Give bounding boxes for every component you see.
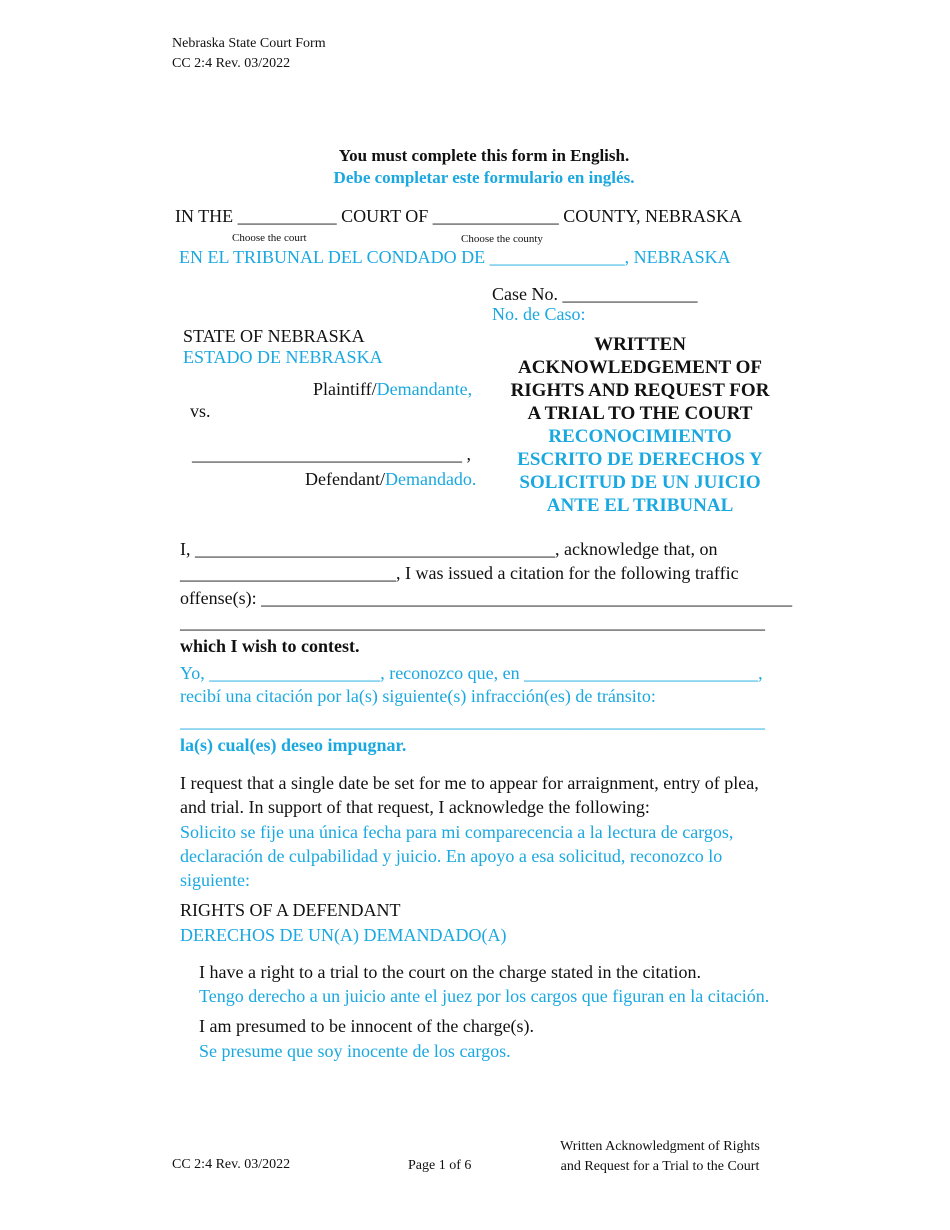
request-line: and trial. In support of that request, I acknowledge the following: (180, 797, 650, 817)
plaintiff-name: STATE OF NEBRASKA (183, 326, 365, 346)
rights-heading: RIGHTS OF A DEFENDANT (180, 900, 401, 920)
rights-heading-spanish: DERECHOS DE UN(A) DEMANDADO(A) (180, 925, 507, 945)
right-item-spanish: Tengo derecho a un juicio ante el juez por los cargos que figuran en la citación. (199, 986, 770, 1006)
instruction-spanish: Debe completar este formulario en inglés. (333, 168, 635, 187)
title-line: WRITTEN (594, 334, 686, 355)
court-line-spanish: EN EL TRIBUNAL DEL CONDADO DE _______________, NEBRASKA (179, 247, 731, 267)
plaintiff-label-en: Plaintiff/ (313, 379, 377, 399)
case-number (492, 284, 698, 305)
plaintiff-label-es: Demandante, (376, 379, 473, 399)
versus: vs. (190, 401, 211, 421)
hint-choose-county: Choose the county (461, 233, 543, 245)
court-line: IN THE ___________ COURT OF ______________ COUNTY, NEBRASKA (175, 206, 742, 226)
statement-contest-spanish: la(s) cual(es) deseo impugnar. (180, 735, 407, 755)
statement-line-spanish[interactable]: _________________________________________________________________ (180, 711, 765, 731)
statement-line-spanish: recibí una citación por la(s) siguiente(s) infracción(es) de tránsito: (180, 686, 656, 706)
statement-line[interactable]: ________________________, I was issued a citation for the following traffic (180, 563, 739, 583)
title-line: ACKNOWLEDGEMENT OF (517, 357, 763, 378)
statement-line[interactable]: I, ________________________________________, acknowledge that, on (180, 539, 718, 559)
footer-title-line: and Request for a Trial to the Court (560, 1159, 760, 1174)
case-number-label-spanish: No. de Caso: (492, 304, 586, 324)
defendant-label-en: Defendant/ (305, 469, 385, 489)
form-title (505, 333, 775, 517)
footer-title-line: Written Acknowledgment of Rights (560, 1139, 760, 1154)
request-line-spanish: Solicito se fije una única fecha para mi comparecencia a la lectura de cargos, (180, 822, 734, 842)
title-line-spanish: ESCRITO DE DERECHOS Y (517, 449, 763, 470)
statement-line[interactable]: _________________________________________________________________ (180, 612, 765, 632)
statement-line[interactable]: offense(s): ___________________________________________________________ (180, 588, 793, 608)
footer-page-number: Page 1 of 6 (408, 1158, 472, 1173)
right-item: I have a right to a trial to the court on the charge stated in the citation. (199, 962, 701, 982)
request-line-spanish: siguiente: (180, 870, 250, 890)
right-item-spanish: Se presume que soy inocente de los cargos. (199, 1041, 511, 1061)
title-line: RIGHTS AND REQUEST FOR (510, 380, 770, 401)
request-line: I request that a single date be set for me to appear for arraignment, entry of plea, (180, 773, 759, 793)
defendant-label-es: Demandado. (384, 469, 477, 489)
request-line-spanish: declaración de culpabilidad y juicio. En apoyo a esa solicitud, reconozco lo (180, 846, 723, 866)
title-line-spanish: ANTE EL TRIBUNAL (546, 495, 734, 516)
form-code: CC 2:4 Rev. 03/2022 (172, 56, 291, 71)
plaintiff-name-spanish: ESTADO DE NEBRASKA (183, 347, 383, 367)
defendant-label (305, 469, 476, 490)
case-number-blank[interactable]: _______________ (562, 284, 698, 304)
instruction-english: You must complete this form in English. (338, 146, 630, 165)
plaintiff-label (313, 379, 472, 400)
case-number-label: Case No. (492, 284, 558, 304)
form-name: Nebraska State Court Form (172, 36, 326, 51)
title-line: A TRIAL TO THE COURT (527, 403, 753, 424)
title-line-spanish: RECONOCIMIENTO (548, 426, 732, 447)
right-item: I am presumed to be innocent of the charge(s). (199, 1016, 535, 1036)
hint-choose-court: Choose the court (232, 232, 307, 244)
footer-form-code: CC 2:4 Rev. 03/2022 (172, 1157, 291, 1172)
title-line-spanish: SOLICITUD DE UN JUICIO (519, 472, 761, 493)
statement-contest: which I wish to contest. (180, 636, 360, 656)
defendant-name-blank[interactable]: ______________________________ , (192, 444, 471, 464)
statement-line-spanish[interactable]: Yo, ___________________, reconozco que, en __________________________, (180, 663, 763, 683)
